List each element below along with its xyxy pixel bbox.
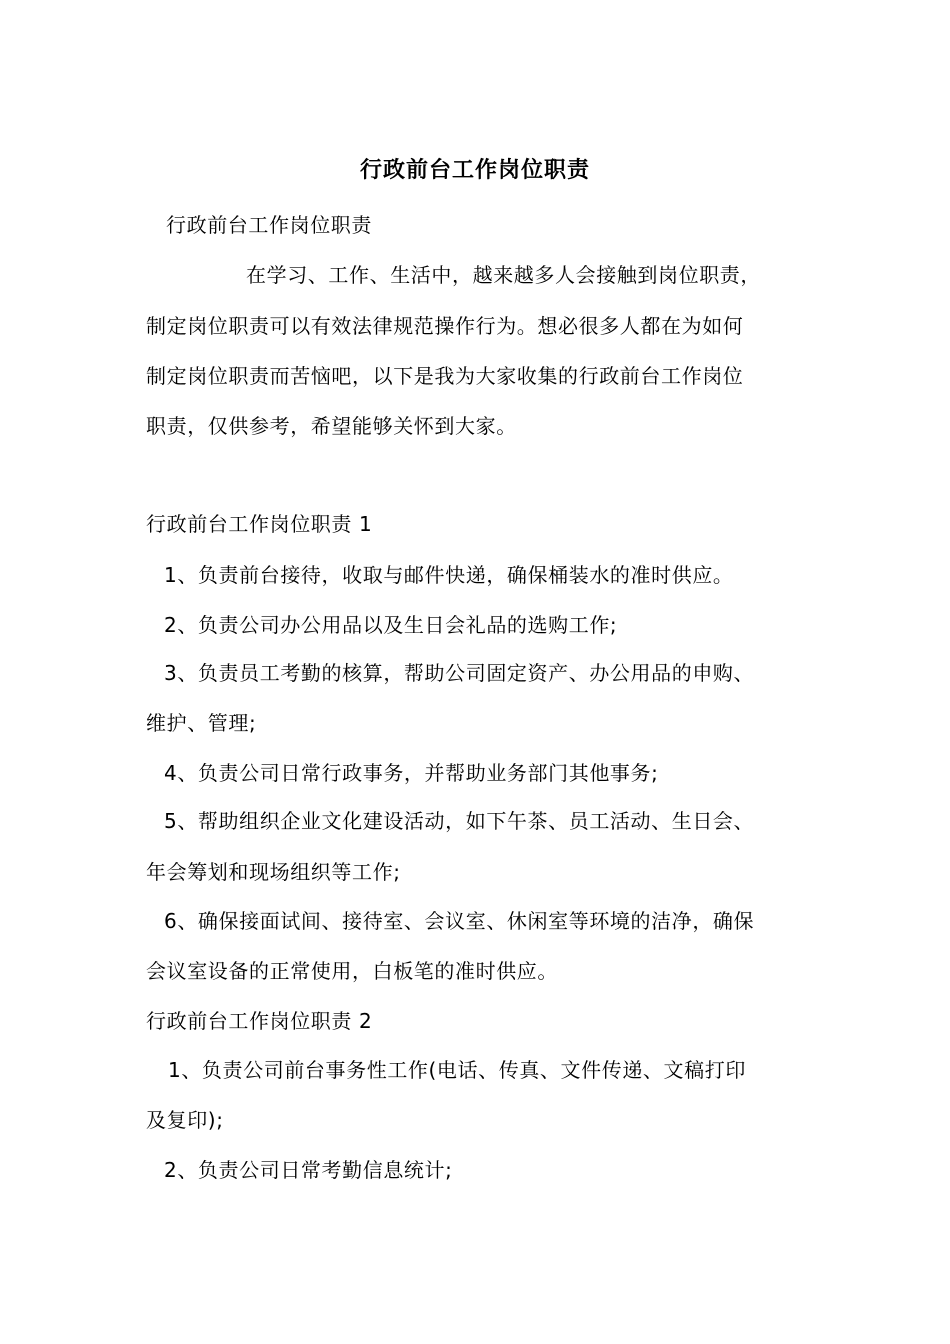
- list-item: 5、帮助组织企业文化建设活动，如下午茶、员工活动、生日会、: [164, 809, 755, 833]
- intro-line: 制定岗位职责可以有效法律规范操作行为。想必很多人都在为如何: [146, 314, 744, 338]
- section-heading: 行政前台工作岗位职责 2: [146, 1009, 373, 1033]
- intro-line: 在学习、工作、生活中，越来越多人会接触到岗位职责，: [246, 263, 761, 287]
- list-item: 1、负责前台接待，收取与邮件快递，确保桶装水的准时供应。: [164, 563, 734, 587]
- list-item-continuation: 及复印);: [146, 1108, 224, 1132]
- document-title: 行政前台工作岗位职责: [359, 158, 590, 183]
- document-subtitle: 行政前台工作岗位职责: [166, 213, 372, 237]
- list-item-continuation: 年会筹划和现场组织等工作;: [146, 860, 401, 884]
- list-item: 2、负责公司办公用品以及生日会礼品的选购工作;: [164, 613, 618, 637]
- list-item: 4、负责公司日常行政事务，并帮助业务部门其他事务;: [164, 761, 659, 785]
- intro-line: 制定岗位职责而苦恼吧，以下是我为大家收集的行政前台工作岗位: [146, 364, 744, 388]
- list-item: 6、确保接面试间、接待室、会议室、休闲室等环境的洁净，确保: [164, 909, 755, 933]
- intro-line: 职责，仅供参考，希望能够关怀到大家。: [146, 414, 517, 438]
- list-item-continuation: 会议室设备的正常使用，白板笔的准时供应。: [146, 959, 558, 983]
- section-heading: 行政前台工作岗位职责 1: [146, 512, 373, 536]
- list-item: 3、负责员工考勤的核算，帮助公司固定资产、办公用品的申购、: [164, 661, 755, 685]
- list-item: 2、负责公司日常考勤信息统计;: [164, 1158, 453, 1182]
- list-item-continuation: 维护、管理;: [146, 711, 257, 735]
- list-item: 1、负责公司前台事务性工作(电话、传真、文件传递、文稿打印: [168, 1058, 746, 1082]
